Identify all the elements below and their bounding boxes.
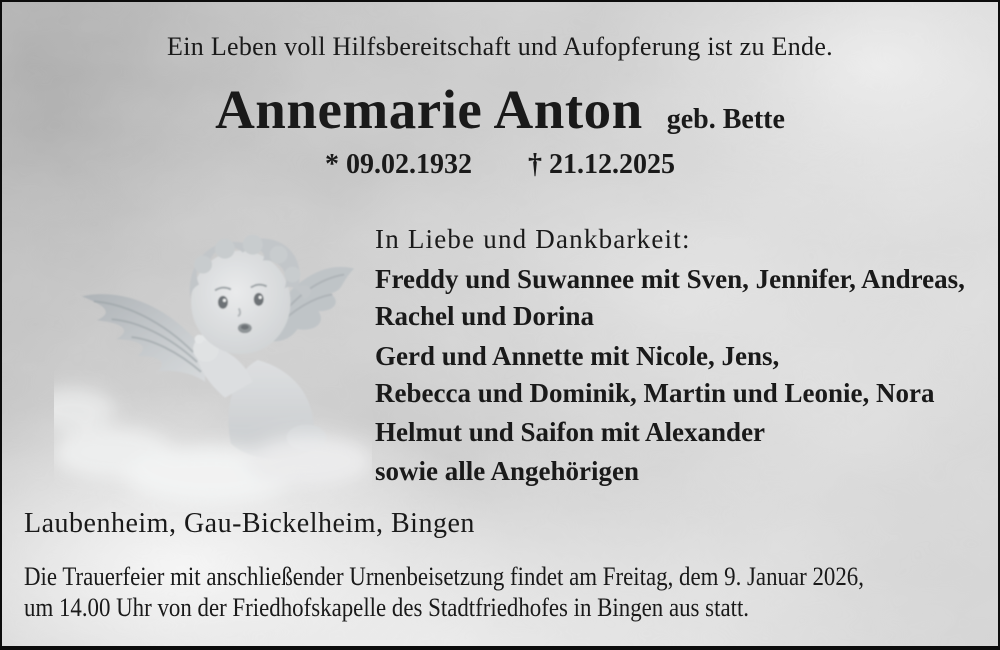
mourners-paragraph-2 <box>375 338 935 412</box>
birth-date: * 09.02.1932 <box>325 149 472 180</box>
salutation-line: In Liebe und Dankbarkeit: <box>375 224 691 254</box>
places-line: Laubenheim, Gau-Bickelheim, Bingen <box>24 508 475 539</box>
maiden-name: geb. Bette <box>666 104 785 135</box>
mourners-paragraph-1 <box>375 261 965 335</box>
funeral-line-2: um 14.00 Uhr von der Friedhofskapelle des Stadtfriedhofes in Bingen aus statt. <box>24 592 750 622</box>
name-row <box>2 78 998 141</box>
mourners-line: Rebecca und Dominik, Martin und Leonie, Nora <box>375 378 935 408</box>
mourners-paragraph-3 <box>375 414 765 451</box>
angel-statue-image <box>54 202 372 512</box>
intro-line: Ein Leben voll Hilfsbereitschaft und Aufopferung ist zu Ende. <box>167 32 833 61</box>
mourners-line: Helmut und Saifon mit Alexander <box>375 417 766 447</box>
funeral-info <box>24 562 864 623</box>
dates-row <box>2 149 998 181</box>
deceased-name: Annemarie Anton <box>215 79 643 140</box>
funeral-line-1: Die Trauerfeier mit anschließender Urnenbeisetzung findet am Freitag, dem 9. Januar 2026, <box>24 562 864 591</box>
mourners-line: Freddy und Suwannee mit Sven, Jennifer, Andreas, <box>375 264 965 294</box>
mourners-paragraph-4 <box>375 453 639 490</box>
mourners-line: sowie alle Angehörigen <box>375 456 639 486</box>
death-date: † 21.12.2025 <box>528 149 675 180</box>
mourners-line: Rachel und Dorina <box>375 301 595 331</box>
mourners-line: Gerd und Annette mit Nicole, Jens, <box>375 341 780 371</box>
